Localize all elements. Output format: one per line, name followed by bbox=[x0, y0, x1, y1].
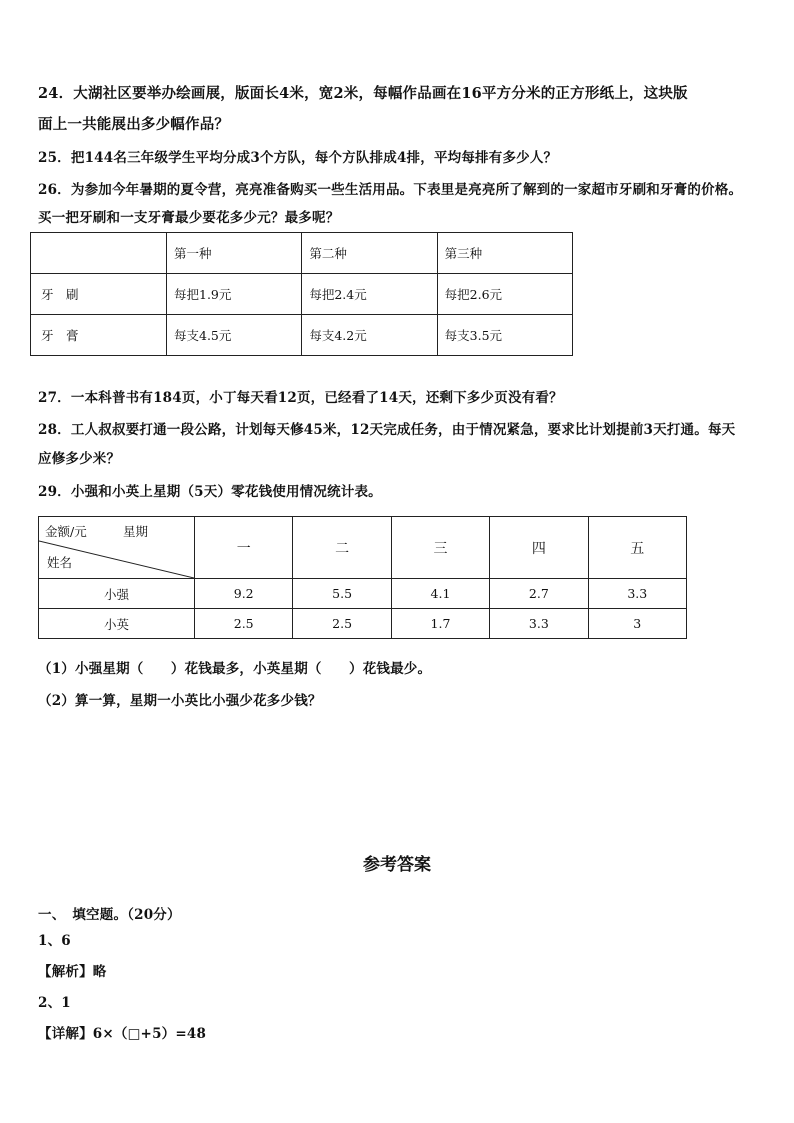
amount-cell: 3.3 bbox=[490, 609, 588, 639]
price-table-row-label: 牙 刷 bbox=[31, 274, 167, 315]
price-table-cell: 每支4.5元 bbox=[167, 315, 302, 356]
amount-cell: 3 bbox=[588, 609, 686, 639]
corner-amount-label: 金额/元 bbox=[45, 524, 87, 539]
q29-text: 29．小强和小英上星期（5天）零花钱使用情况统计表。 bbox=[38, 484, 382, 500]
amount-cell: 4.1 bbox=[391, 579, 489, 609]
student-name: 小英 bbox=[39, 609, 195, 639]
amount-cell: 1.7 bbox=[391, 609, 489, 639]
allowance-table-corner bbox=[39, 517, 195, 579]
amount-cell: 2.5 bbox=[195, 609, 293, 639]
q28-line1: 28．工人叔叔要打通一段公路，计划每天修45米，12天完成任务，由于情况紧急，要求比计划提前3天打通。每天 bbox=[38, 422, 736, 438]
day-header: 二 bbox=[293, 517, 391, 579]
answer-2: 2、1 bbox=[38, 995, 71, 1011]
price-table-row-label: 牙 膏 bbox=[31, 315, 167, 356]
allowance-table bbox=[38, 516, 687, 639]
q28-line2: 应修多少米？ bbox=[38, 451, 121, 467]
q26-line1: 26．为参加今年暑期的夏令营，亮亮准备购买一些生活用品。下表里是亮亮所了解到的一家超市牙刷和牙膏的价格。 bbox=[38, 182, 743, 198]
q29-sub2: （2）算一算，星期一小英比小强少花多少钱？ bbox=[38, 693, 322, 709]
amount-cell: 2.7 bbox=[490, 579, 588, 609]
corner-name-label: 姓名 bbox=[47, 555, 73, 570]
day-header: 四 bbox=[490, 517, 588, 579]
student-name: 小强 bbox=[39, 579, 195, 609]
q27-text: 27．一本科普书有184页，小丁每天看12页，已经看了14天，还剩下多少页没有看？ bbox=[38, 390, 563, 406]
price-table-cell: 每把2.6元 bbox=[437, 274, 572, 315]
answer-2-note: 【详解】6×（□+5）=48 bbox=[38, 1026, 207, 1042]
price-table-header: 第二种 bbox=[302, 233, 437, 274]
amount-cell: 9.2 bbox=[195, 579, 293, 609]
answer-1: 1、6 bbox=[38, 933, 71, 949]
price-table-header: 第三种 bbox=[437, 233, 572, 274]
answer-title: 参考答案 bbox=[363, 855, 431, 875]
q24-line2: 面上一共能展出多少幅作品？ bbox=[38, 116, 230, 133]
answer-section-heading: 一、 填空题。（20分） bbox=[38, 907, 181, 923]
price-table-corner bbox=[31, 233, 167, 274]
day-header: 一 bbox=[195, 517, 293, 579]
amount-cell: 2.5 bbox=[293, 609, 391, 639]
day-header: 三 bbox=[391, 517, 489, 579]
price-table bbox=[30, 232, 573, 356]
q24-line1: 24．大湖社区要举办绘画展，版面长4米，宽2米，每幅作品画在16平方分米的正方形纸上，这块版 bbox=[38, 85, 688, 102]
amount-cell: 3.3 bbox=[588, 579, 686, 609]
price-table-cell: 每支4.2元 bbox=[302, 315, 437, 356]
q26-line2: 买一把牙刷和一支牙膏最少要花多少元？最多呢？ bbox=[38, 210, 340, 226]
day-header: 五 bbox=[588, 517, 686, 579]
corner-week-label: 星期 bbox=[123, 524, 149, 539]
price-table-cell: 每把2.4元 bbox=[302, 274, 437, 315]
price-table-cell: 每把1.9元 bbox=[167, 274, 302, 315]
q25-text: 25．把144名三年级学生平均分成3个方队，每个方队排成4排，平均每排有多少人？ bbox=[38, 150, 558, 166]
price-table-cell: 每支3.5元 bbox=[437, 315, 572, 356]
answer-1-note: 【解析】略 bbox=[38, 964, 107, 980]
price-table-header: 第一种 bbox=[167, 233, 302, 274]
q29-sub1: （1）小强星期（ ）花钱最多，小英星期（ ）花钱最少。 bbox=[38, 661, 432, 677]
amount-cell: 5.5 bbox=[293, 579, 391, 609]
